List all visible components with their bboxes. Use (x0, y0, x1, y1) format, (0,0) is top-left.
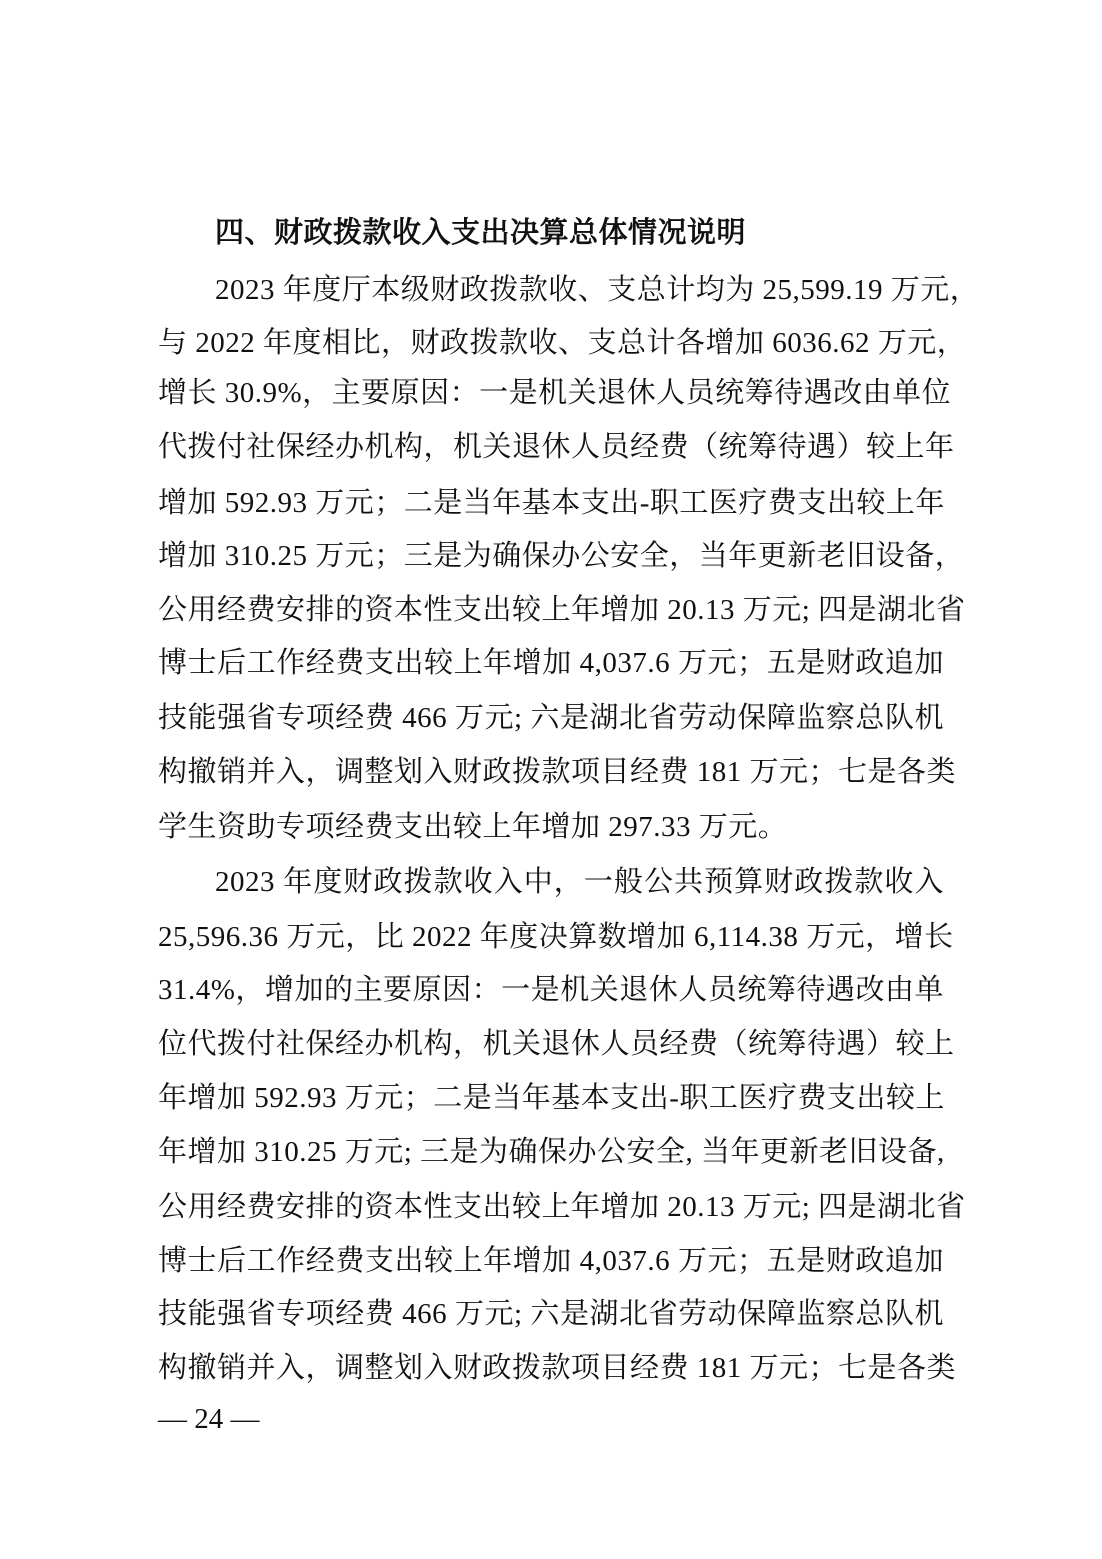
paragraph-line: 博士后工作经费支出较上年增加 4,037.6 万元；五是财政追加 (158, 1245, 944, 1277)
paragraph-line: 代拨付社保经办机构，机关退休人员经费（统筹待遇）较上年 (158, 431, 955, 463)
section-heading: 四、财政拨款收入支出决算总体情况说明 (215, 215, 747, 249)
paragraph-line: 2023 年度财政拨款收入中，一般公共预算财政拨款收入 (215, 866, 944, 898)
paragraph-line: 年增加 310.25 万元; 三是为确保办公安全, 当年更新老旧设备, (158, 1136, 945, 1168)
paragraph-line: 构撤销并入，调整划入财政拨款项目经费 181 万元；七是各类 (158, 756, 957, 788)
paragraph-line: 构撤销并入，调整划入财政拨款项目经费 181 万元；七是各类 (158, 1352, 957, 1384)
paragraph-line: 技能强省专项经费 466 万元; 六是湖北省劳动保障监察总队机 (158, 702, 944, 734)
paragraph-line: 位代拨付社保经办机构，机关退休人员经费（统筹待遇）较上 (158, 1028, 955, 1060)
paragraph-line: 年增加 592.93 万元；二是当年基本支出-职工医疗费支出较上 (158, 1082, 945, 1114)
paragraph-line: 25,596.36 万元，比 2022 年度决算数增加 6,114.38 万元，增长 (158, 921, 954, 953)
paragraph-line: 2023 年度厅本级财政拨款收、支总计均为 25,599.19 万元， (215, 274, 980, 306)
paragraph-line: 与 2022 年度相比，财政拨款收、支总计各增加 6036.62 万元， (158, 327, 967, 359)
paragraph-line: 公用经费安排的资本性支出较上年增加 20.13 万元; 四是湖北省 (158, 594, 966, 626)
paragraph-line: 31.4%，增加的主要原因：一是机关退休人员统筹待遇改由单 (158, 974, 944, 1006)
paragraph-line: 公用经费安排的资本性支出较上年增加 20.13 万元; 四是湖北省 (158, 1191, 966, 1223)
paragraph-line: 博士后工作经费支出较上年增加 4,037.6 万元；五是财政追加 (158, 647, 944, 679)
paragraph-line: 增加 310.25 万元；三是为确保办公安全，当年更新老旧设备， (158, 540, 965, 572)
paragraph-line: 增加 592.93 万元；二是当年基本支出-职工医疗费支出较上年 (158, 487, 945, 519)
paragraph-line: 学生资助专项经费支出较上年增加 297.33 万元。 (158, 811, 788, 843)
paragraph-line: 技能强省专项经费 466 万元; 六是湖北省劳动保障监察总队机 (158, 1298, 944, 1330)
paragraph-line: 增长 30.9%，主要原因：一是机关退休人员统筹待遇改由单位 (158, 377, 952, 409)
page-number: — 24 — (158, 1403, 260, 1435)
